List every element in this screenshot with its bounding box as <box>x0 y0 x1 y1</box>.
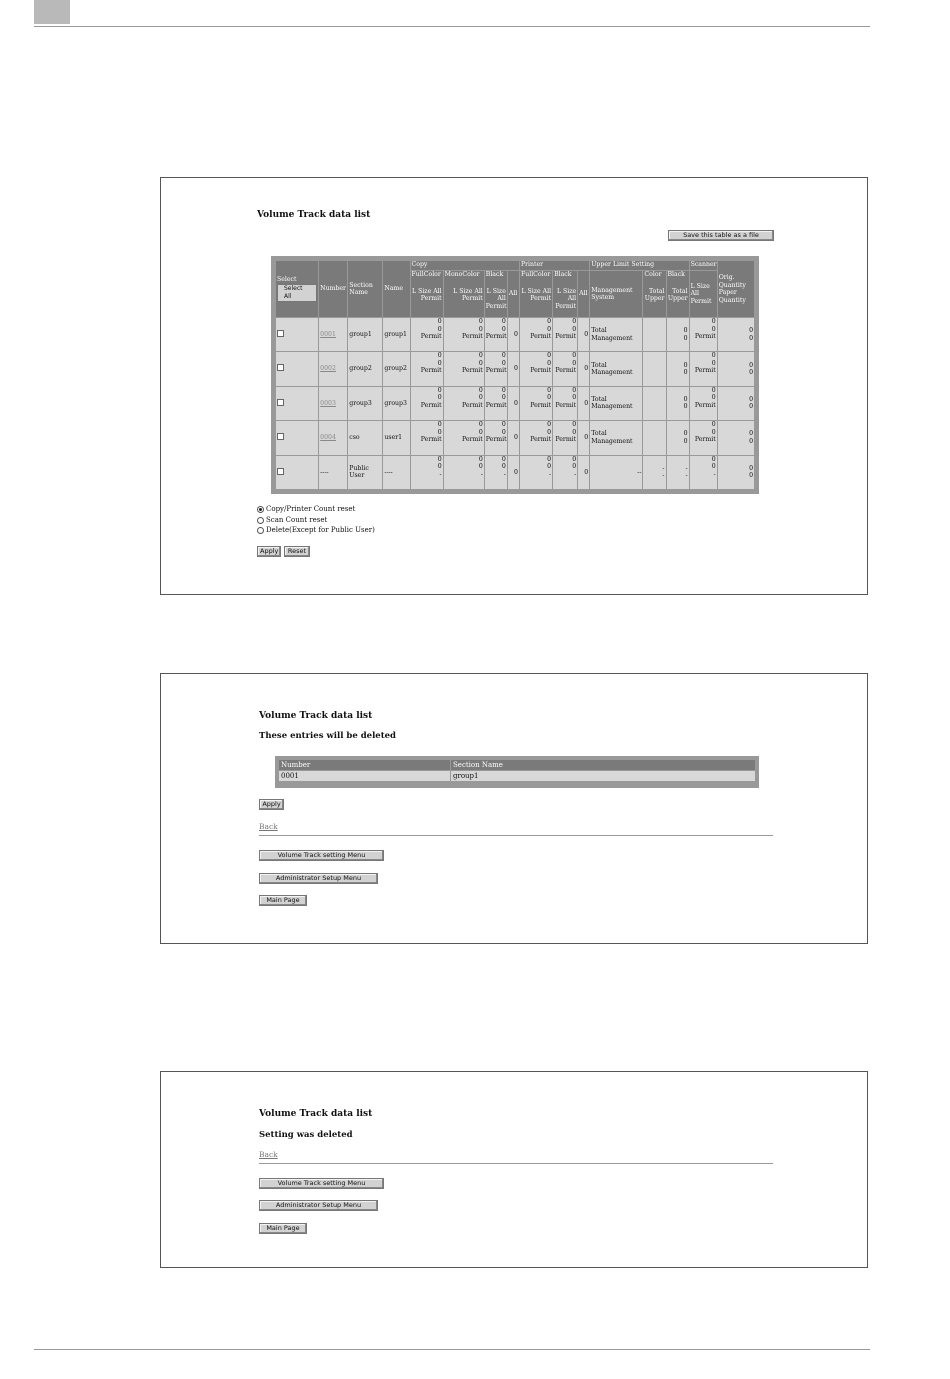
data-cell <box>667 456 689 489</box>
radio-icon[interactable] <box>257 506 264 513</box>
row-section-name: group2 <box>348 352 382 385</box>
row-management-system: Total Management <box>590 318 642 351</box>
cell-value: 0 <box>478 352 483 360</box>
data-cell <box>411 352 443 385</box>
cell-value: 0 <box>683 395 688 403</box>
col-upper-black-sub: Total Upper <box>667 287 688 302</box>
col-copy-black <box>485 271 507 317</box>
cell-value: 0 <box>749 361 753 369</box>
data-cell <box>718 387 754 420</box>
volume-track-table-frame <box>271 256 759 494</box>
select-cell[interactable] <box>276 421 318 454</box>
option-copy-printer-reset[interactable] <box>257 505 355 513</box>
screenshot-delete-confirm <box>160 673 868 944</box>
volume-track-menu-button[interactable]: Volume Track setting Menu <box>259 850 384 861</box>
main-page-button[interactable]: Main Page <box>259 895 307 906</box>
cell-value: 0 <box>501 421 506 429</box>
cell-value: 0 <box>711 352 716 360</box>
table-row <box>279 771 755 781</box>
cell-value: Permit <box>485 367 507 375</box>
radio-icon[interactable] <box>257 527 264 534</box>
cell-value: - <box>685 472 688 480</box>
col-upper-color-sub: Total Upper <box>644 287 665 302</box>
select-all-button[interactable]: Select All <box>277 284 317 302</box>
cell-value: - <box>548 470 552 478</box>
group-printer: Printer <box>520 261 589 270</box>
option-label: Copy/Printer Count reset <box>266 505 356 513</box>
row-name: group2 <box>383 352 409 385</box>
data-cell <box>643 387 665 420</box>
cell-value: - <box>662 464 665 472</box>
cell-value: 0 <box>749 334 753 342</box>
row-management-system: Total Management <box>590 421 642 454</box>
row-section-name: group3 <box>348 387 382 420</box>
cell-value: 0 <box>547 428 552 436</box>
col-printer-black-sub: L Size All Permit <box>555 287 577 310</box>
radio-icon[interactable] <box>257 517 264 524</box>
cell-value: Permit <box>461 333 483 340</box>
cell-value: 0 <box>572 421 577 429</box>
select-cell[interactable] <box>276 352 318 385</box>
data-cell <box>520 352 552 385</box>
data-cell <box>667 318 689 351</box>
group-upper-limit: Upper Limit Setting <box>590 261 688 270</box>
data-cell <box>553 352 577 385</box>
cell-value: 0 <box>437 352 442 360</box>
back-link[interactable]: Back <box>259 1150 278 1159</box>
cell-value: 0 <box>437 359 442 367</box>
cell-value: 0 <box>749 403 753 411</box>
cell-value: 0 <box>547 325 552 333</box>
data-cell <box>485 387 507 420</box>
col-printer-black-label: Black <box>554 271 572 278</box>
apply-button[interactable]: Apply <box>257 546 281 557</box>
data-cell <box>411 318 443 351</box>
page-title: Volume Track data list <box>259 711 373 721</box>
data-cell <box>411 421 443 454</box>
save-table-button[interactable]: Save this table as a file <box>668 230 774 241</box>
row-printer-all: 0 <box>578 318 589 351</box>
cell-value: 0 <box>478 428 483 436</box>
data-cell <box>643 421 665 454</box>
cell-value: 0 <box>683 334 688 342</box>
row-section-name: group1 <box>348 318 382 351</box>
reset-button[interactable]: Reset <box>284 546 310 557</box>
data-cell <box>667 421 689 454</box>
row-number-link[interactable]: 0001 <box>320 330 336 338</box>
cell-value: 0 <box>711 386 716 394</box>
volume-track-table <box>275 260 755 490</box>
select-checkbox[interactable] <box>277 468 284 475</box>
col-printer-fullcolor-label: FullColor <box>520 271 551 278</box>
col-copy-black-label: Black <box>485 271 504 278</box>
data-cell <box>553 387 577 420</box>
cell-value: 0 <box>547 394 552 402</box>
cell-value: 0 <box>478 394 483 402</box>
table-row <box>276 387 754 420</box>
row-printer-all: 0 <box>578 421 589 454</box>
data-cell <box>690 318 717 351</box>
cell-value: 0 <box>437 325 442 333</box>
col-upper-color-label: Color <box>644 271 662 278</box>
col-section-name: Section Name <box>348 261 382 317</box>
row-printer-all: 0 <box>578 352 589 385</box>
cell-value: - <box>713 470 716 478</box>
apply-button[interactable]: Apply <box>259 799 284 810</box>
col-management-system: Management System <box>590 271 642 317</box>
cell-value: Permit <box>694 436 716 444</box>
cell-value: 0 <box>437 318 442 325</box>
cell-value: Permit <box>461 436 483 444</box>
data-cell <box>643 318 665 351</box>
data-cell <box>411 456 443 489</box>
data-cell <box>485 421 507 454</box>
cell-value: 0 <box>711 394 716 402</box>
cell-value: 0 <box>437 386 442 394</box>
data-cell <box>718 456 754 489</box>
data-cell <box>690 387 717 420</box>
select-checkbox[interactable] <box>277 330 284 337</box>
cell-value: 0 <box>749 395 753 403</box>
cell-value: Permit <box>420 436 442 444</box>
table-row <box>276 318 754 351</box>
data-cell <box>444 318 484 351</box>
select-cell[interactable] <box>276 456 318 489</box>
data-cell <box>690 352 717 385</box>
result-message: Setting was deleted <box>259 1130 353 1140</box>
col-orig-quantity: Orig. Quantity Paper Quantity <box>718 261 754 317</box>
row-number-link: ---- <box>320 468 329 476</box>
option-scan-reset[interactable] <box>257 516 327 524</box>
col-copy-fullcolor <box>411 271 443 317</box>
group-copy: Copy <box>411 261 519 270</box>
bottom-rule <box>34 1349 870 1350</box>
cell-value: 0 <box>501 318 506 325</box>
data-cell <box>411 387 443 420</box>
option-label: Scan Count reset <box>266 516 328 524</box>
select-checkbox[interactable] <box>277 399 284 406</box>
row-management-system: Total Management <box>590 352 642 385</box>
cell-value: 0 <box>711 325 716 333</box>
cell-value: 0 <box>478 386 483 394</box>
cell-value: 0 <box>547 421 552 429</box>
data-cell <box>485 352 507 385</box>
row-copy-all: 0 <box>508 352 519 385</box>
cell-value: 0 <box>711 428 716 436</box>
cell-value: Permit <box>530 436 552 444</box>
cell-value: 0 <box>501 359 506 367</box>
row-name: user1 <box>383 421 409 454</box>
cell-value: 0 <box>547 386 552 394</box>
cell-value: 0 <box>572 428 577 436</box>
cell-value: 0 <box>572 394 577 402</box>
col-scanner-lsize: L Size All Permit <box>690 271 717 317</box>
col-printer-black <box>553 271 577 317</box>
table-row <box>276 352 754 385</box>
data-cell <box>485 456 507 489</box>
delete-table-frame <box>275 756 759 788</box>
page-title: Volume Track data list <box>257 210 371 220</box>
cell-value: Permit <box>555 436 577 444</box>
cell-value: - <box>503 470 506 478</box>
cell-value: 0 <box>501 394 506 402</box>
cell-value: - <box>574 470 577 478</box>
col-printer-fullcolor-sub: L Size All Permit <box>521 287 552 302</box>
cell-value: 0 <box>749 327 753 335</box>
data-cell <box>718 352 754 385</box>
cell-value: 0 <box>711 318 716 325</box>
admin-setup-menu-button[interactable]: Administrator Setup Menu <box>259 873 378 884</box>
col-number: Number <box>319 261 347 317</box>
cell-value: 0 <box>501 455 506 463</box>
data-cell <box>553 456 577 489</box>
divider <box>259 1163 773 1164</box>
cell-value: 0 <box>749 437 753 445</box>
volume-track-menu-button[interactable]: Volume Track setting Menu <box>259 1178 384 1189</box>
cell-value: 0 <box>501 463 506 471</box>
cell-value: 0 <box>547 455 552 463</box>
select-checkbox[interactable] <box>277 364 284 371</box>
cell-value: 0 <box>572 463 577 471</box>
row-management-system: Total Management <box>590 387 642 420</box>
data-cell <box>520 456 552 489</box>
cell-value: Permit <box>694 401 716 409</box>
data-cell <box>553 318 577 351</box>
row-section-name: cso <box>348 421 382 454</box>
row-number-link[interactable]: 0004 <box>320 434 336 442</box>
table-row <box>276 421 754 454</box>
row-number-link[interactable]: 0002 <box>320 365 336 373</box>
data-cell <box>718 318 754 351</box>
cell-value: Permit <box>694 333 716 340</box>
screenshot-volume-track-list <box>160 177 868 595</box>
data-cell <box>690 421 717 454</box>
cell-number: 0001 <box>279 771 450 781</box>
cell-value: 0 <box>711 463 716 471</box>
cell-value: 0 <box>478 325 483 333</box>
cell-value: 0 <box>683 369 688 377</box>
row-name: group3 <box>383 387 409 420</box>
col-select-label: Select <box>277 276 297 284</box>
row-name: group1 <box>383 318 409 351</box>
col-number: Number <box>279 760 450 770</box>
row-printer-all: 0 <box>578 456 589 489</box>
cell-value: Permit <box>555 333 577 340</box>
data-cell <box>444 456 484 489</box>
row-copy-all: 0 <box>508 318 519 351</box>
option-delete[interactable] <box>257 526 375 534</box>
data-cell <box>718 421 754 454</box>
cell-value: 0 <box>501 386 506 394</box>
cell-value: Permit <box>485 436 507 444</box>
col-copy-all: All <box>508 271 519 317</box>
top-rule <box>34 26 870 27</box>
row-copy-all: 0 <box>508 421 519 454</box>
row-copy-all: 0 <box>508 456 519 489</box>
cell-value: 0 <box>478 318 483 325</box>
col-upper-black <box>667 271 689 317</box>
cell-value: Permit <box>485 401 507 409</box>
cell-value: 0 <box>749 472 753 480</box>
cell-value: Permit <box>461 401 483 409</box>
cell-value: 0 <box>683 430 688 438</box>
cell-value: 0 <box>572 318 577 325</box>
cell-value: Permit <box>485 333 507 340</box>
cell-value: 0 <box>683 361 688 369</box>
cell-value: 0 <box>501 352 506 360</box>
cell-value: 0 <box>437 455 442 463</box>
confirm-message: These entries will be deleted <box>259 731 396 741</box>
cell-value: 0 <box>478 359 483 367</box>
cell-value: Permit <box>461 367 483 375</box>
data-cell <box>520 421 552 454</box>
cell-value: Permit <box>694 367 716 375</box>
cell-value: 0 <box>547 318 552 325</box>
cell-value: 0 <box>437 463 442 471</box>
select-checkbox[interactable] <box>277 433 284 440</box>
data-cell <box>444 421 484 454</box>
divider <box>259 835 773 836</box>
admin-setup-menu-button[interactable]: Administrator Setup Menu <box>259 1200 378 1211</box>
delete-table <box>278 759 756 782</box>
row-number-link[interactable]: 0003 <box>320 399 336 407</box>
data-cell <box>643 456 665 489</box>
cell-value: 0 <box>711 455 716 463</box>
cell-value: 0 <box>711 421 716 429</box>
cell-value: 0 <box>501 325 506 333</box>
col-name: Name <box>383 261 409 317</box>
col-copy-monocolor-label: MonoColor <box>444 271 480 278</box>
col-copy-fullcolor-label: FullColor <box>411 271 441 278</box>
cell-value: - <box>480 470 483 478</box>
data-cell <box>444 352 484 385</box>
data-cell <box>553 421 577 454</box>
col-copy-monocolor-sub: L Size All Permit <box>453 287 483 302</box>
cell-value: Permit <box>420 333 442 340</box>
cell-value: 0 <box>749 369 753 377</box>
page-corner-tab <box>34 0 70 24</box>
cell-value: - <box>439 470 442 478</box>
cell-value: Permit <box>530 367 552 375</box>
cell-value: 0 <box>711 359 716 367</box>
cell-value: 0 <box>478 463 483 471</box>
cell-value: 0 <box>501 428 506 436</box>
screenshot-delete-done <box>160 1071 868 1268</box>
cell-value: 0 <box>683 437 688 445</box>
page-title: Volume Track data list <box>259 1109 373 1119</box>
cell-value: Permit <box>555 401 577 409</box>
cell-value: 0 <box>572 325 577 333</box>
table-row <box>276 456 754 489</box>
cell-value: - <box>685 464 688 472</box>
cell-value: Permit <box>555 367 577 375</box>
cell-value: 0 <box>437 421 442 429</box>
cell-value: 0 <box>572 455 577 463</box>
cell-value: 0 <box>683 327 688 335</box>
data-cell <box>485 318 507 351</box>
data-cell <box>444 387 484 420</box>
col-select <box>276 261 318 317</box>
col-printer-fullcolor <box>520 271 552 317</box>
select-cell[interactable] <box>276 387 318 420</box>
col-upper-color <box>643 271 665 317</box>
row-name: ---- <box>383 456 409 489</box>
row-copy-all: 0 <box>508 387 519 420</box>
data-cell <box>667 387 689 420</box>
cell-value: 0 <box>547 463 552 471</box>
col-printer-all: All <box>578 271 589 317</box>
col-upper-black-label: Black <box>667 271 685 278</box>
cell-value: 0 <box>749 430 753 438</box>
row-printer-all: 0 <box>578 387 589 420</box>
data-cell <box>667 352 689 385</box>
col-copy-fullcolor-sub: L Size All Permit <box>412 287 442 302</box>
cell-value: Permit <box>530 333 552 340</box>
col-copy-black-sub: L Size All Permit <box>485 287 507 310</box>
select-cell[interactable] <box>276 318 318 351</box>
cell-value: 0 <box>572 352 577 360</box>
cell-value: - <box>662 472 665 480</box>
data-cell <box>643 352 665 385</box>
cell-value: Permit <box>420 401 442 409</box>
cell-value: 0 <box>547 359 552 367</box>
cell-value: 0 <box>749 464 753 472</box>
col-copy-monocolor <box>444 271 484 317</box>
main-page-button[interactable]: Main Page <box>259 1223 307 1234</box>
cell-value: 0 <box>547 352 552 360</box>
cell-value: 0 <box>572 386 577 394</box>
cell-value: 0 <box>683 403 688 411</box>
col-section-name: Section Name <box>451 760 755 770</box>
cell-value: 0 <box>437 394 442 402</box>
cell-value: Permit <box>530 401 552 409</box>
data-cell <box>690 456 717 489</box>
group-scanner: Scanner <box>690 261 717 268</box>
cell-section-name: group1 <box>451 771 755 781</box>
back-link[interactable]: Back <box>259 822 278 831</box>
row-management-system: -- <box>590 456 642 489</box>
cell-value: 0 <box>572 359 577 367</box>
row-section-name: Public User <box>348 456 382 489</box>
cell-value: 0 <box>437 428 442 436</box>
option-label: Delete(Except for Public User) <box>266 526 375 534</box>
data-cell <box>520 318 552 351</box>
data-cell <box>520 387 552 420</box>
cell-value: Permit <box>420 367 442 375</box>
cell-value: 0 <box>478 455 483 463</box>
cell-value: 0 <box>478 421 483 429</box>
